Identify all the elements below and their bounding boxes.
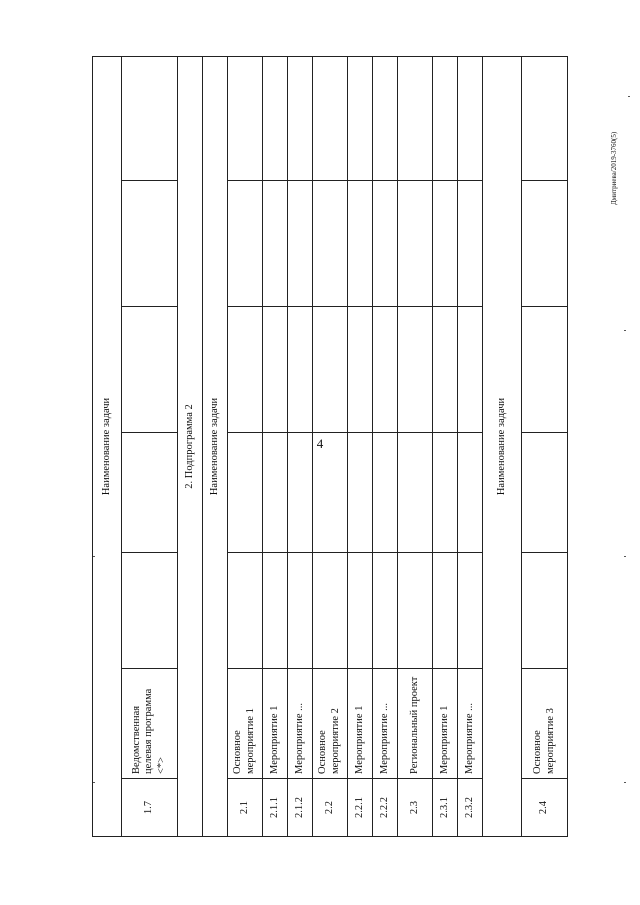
empty-cell bbox=[227, 553, 262, 669]
empty-cell bbox=[397, 553, 432, 669]
empty-cell bbox=[522, 307, 568, 433]
empty-cell bbox=[122, 307, 178, 433]
row-number: 2.2.2 bbox=[372, 779, 397, 837]
empty-cell bbox=[397, 181, 432, 307]
section-title: Наименование задачи bbox=[202, 56, 227, 836]
section-title: Наименование задачи bbox=[93, 56, 122, 836]
empty-cell bbox=[227, 307, 262, 433]
empty-cell bbox=[458, 553, 483, 669]
row-name: Основное мероприятие 3 bbox=[522, 669, 568, 779]
empty-cell bbox=[433, 433, 458, 553]
empty-cell bbox=[263, 553, 288, 669]
empty-cell bbox=[397, 307, 432, 433]
empty-cell bbox=[287, 307, 312, 433]
empty-cell bbox=[522, 553, 568, 669]
empty-cell bbox=[397, 433, 432, 553]
empty-cell bbox=[372, 553, 397, 669]
empty-cell bbox=[372, 181, 397, 307]
table-row bbox=[348, 56, 373, 836]
section-row bbox=[178, 56, 203, 836]
row-name: Региональный проект bbox=[397, 669, 432, 779]
empty-cell bbox=[433, 56, 458, 180]
empty-cell bbox=[372, 56, 397, 180]
section-title: 2. Подпрограмма 2 bbox=[178, 56, 203, 836]
empty-cell bbox=[287, 553, 312, 669]
empty-cell bbox=[433, 553, 458, 669]
empty-cell bbox=[263, 433, 288, 553]
empty-cell bbox=[287, 56, 312, 180]
empty-cell bbox=[122, 433, 178, 553]
plan-table bbox=[92, 56, 568, 837]
section-row bbox=[93, 56, 122, 836]
empty-cell bbox=[458, 433, 483, 553]
section-row bbox=[202, 56, 227, 836]
table-row bbox=[312, 56, 347, 836]
table-row bbox=[522, 56, 568, 836]
empty-cell bbox=[263, 307, 288, 433]
table-row bbox=[227, 56, 262, 836]
row-name: Основное мероприятие 1 bbox=[227, 669, 262, 779]
row-name: Мероприятие ... bbox=[287, 669, 312, 779]
empty-cell bbox=[348, 56, 373, 180]
empty-cell bbox=[348, 307, 373, 433]
table-row bbox=[372, 56, 397, 836]
empty-cell bbox=[458, 307, 483, 433]
empty-cell bbox=[122, 56, 178, 180]
empty-cell bbox=[312, 553, 347, 669]
empty-cell bbox=[312, 307, 347, 433]
row-name: Мероприятие 1 bbox=[263, 669, 288, 779]
page-number: 4 bbox=[316, 436, 324, 451]
scan-artifact bbox=[624, 556, 626, 557]
table-row bbox=[458, 56, 483, 836]
table-row bbox=[287, 56, 312, 836]
scan-artifact bbox=[628, 96, 630, 97]
row-name: Мероприятие 1 bbox=[348, 669, 373, 779]
empty-cell bbox=[522, 433, 568, 553]
empty-cell bbox=[458, 56, 483, 180]
table-row bbox=[397, 56, 432, 836]
row-number: 2.1 bbox=[227, 779, 262, 837]
empty-cell bbox=[263, 181, 288, 307]
scan-artifact bbox=[624, 782, 626, 783]
document-id: Дмитриева/2019-3760(5) bbox=[610, 131, 618, 205]
empty-cell bbox=[397, 56, 432, 180]
empty-cell bbox=[312, 181, 347, 307]
empty-cell bbox=[263, 56, 288, 180]
row-name: Основное мероприятие 2 bbox=[312, 669, 347, 779]
empty-cell bbox=[122, 181, 178, 307]
row-name: Мероприятие ... bbox=[372, 669, 397, 779]
empty-cell bbox=[227, 56, 262, 180]
section-row bbox=[482, 56, 521, 836]
table-row bbox=[433, 56, 458, 836]
empty-cell bbox=[522, 56, 568, 180]
empty-cell bbox=[122, 553, 178, 669]
section-title: Наименование задачи bbox=[482, 56, 521, 836]
empty-cell bbox=[372, 433, 397, 553]
row-number: 2.3 bbox=[397, 779, 432, 837]
empty-cell bbox=[348, 181, 373, 307]
row-number: 1.7 bbox=[122, 779, 178, 837]
empty-cell bbox=[227, 433, 262, 553]
row-number: 2.2.1 bbox=[348, 779, 373, 837]
empty-cell bbox=[312, 433, 347, 553]
row-number: 2.4 bbox=[522, 779, 568, 837]
plan-table-frame bbox=[92, 57, 568, 837]
empty-cell bbox=[227, 181, 262, 307]
row-number: 2.2 bbox=[312, 779, 347, 837]
table-row bbox=[263, 56, 288, 836]
empty-cell bbox=[433, 307, 458, 433]
empty-cell bbox=[372, 307, 397, 433]
empty-cell bbox=[348, 433, 373, 553]
scan-artifact bbox=[624, 330, 626, 331]
row-name: Ведомственная целевая программа <*> bbox=[122, 669, 178, 779]
empty-cell bbox=[433, 181, 458, 307]
table-row bbox=[122, 56, 178, 836]
empty-cell bbox=[312, 56, 347, 180]
empty-cell bbox=[522, 181, 568, 307]
empty-cell bbox=[287, 181, 312, 307]
empty-cell bbox=[348, 553, 373, 669]
row-name: Мероприятие ... bbox=[458, 669, 483, 779]
empty-cell bbox=[287, 433, 312, 553]
empty-cell bbox=[458, 181, 483, 307]
row-number: 2.1.1 bbox=[263, 779, 288, 837]
row-name: Мероприятие 1 bbox=[433, 669, 458, 779]
row-number: 2.3.1 bbox=[433, 779, 458, 837]
row-number: 2.1.2 bbox=[287, 779, 312, 837]
row-number: 2.3.2 bbox=[458, 779, 483, 837]
